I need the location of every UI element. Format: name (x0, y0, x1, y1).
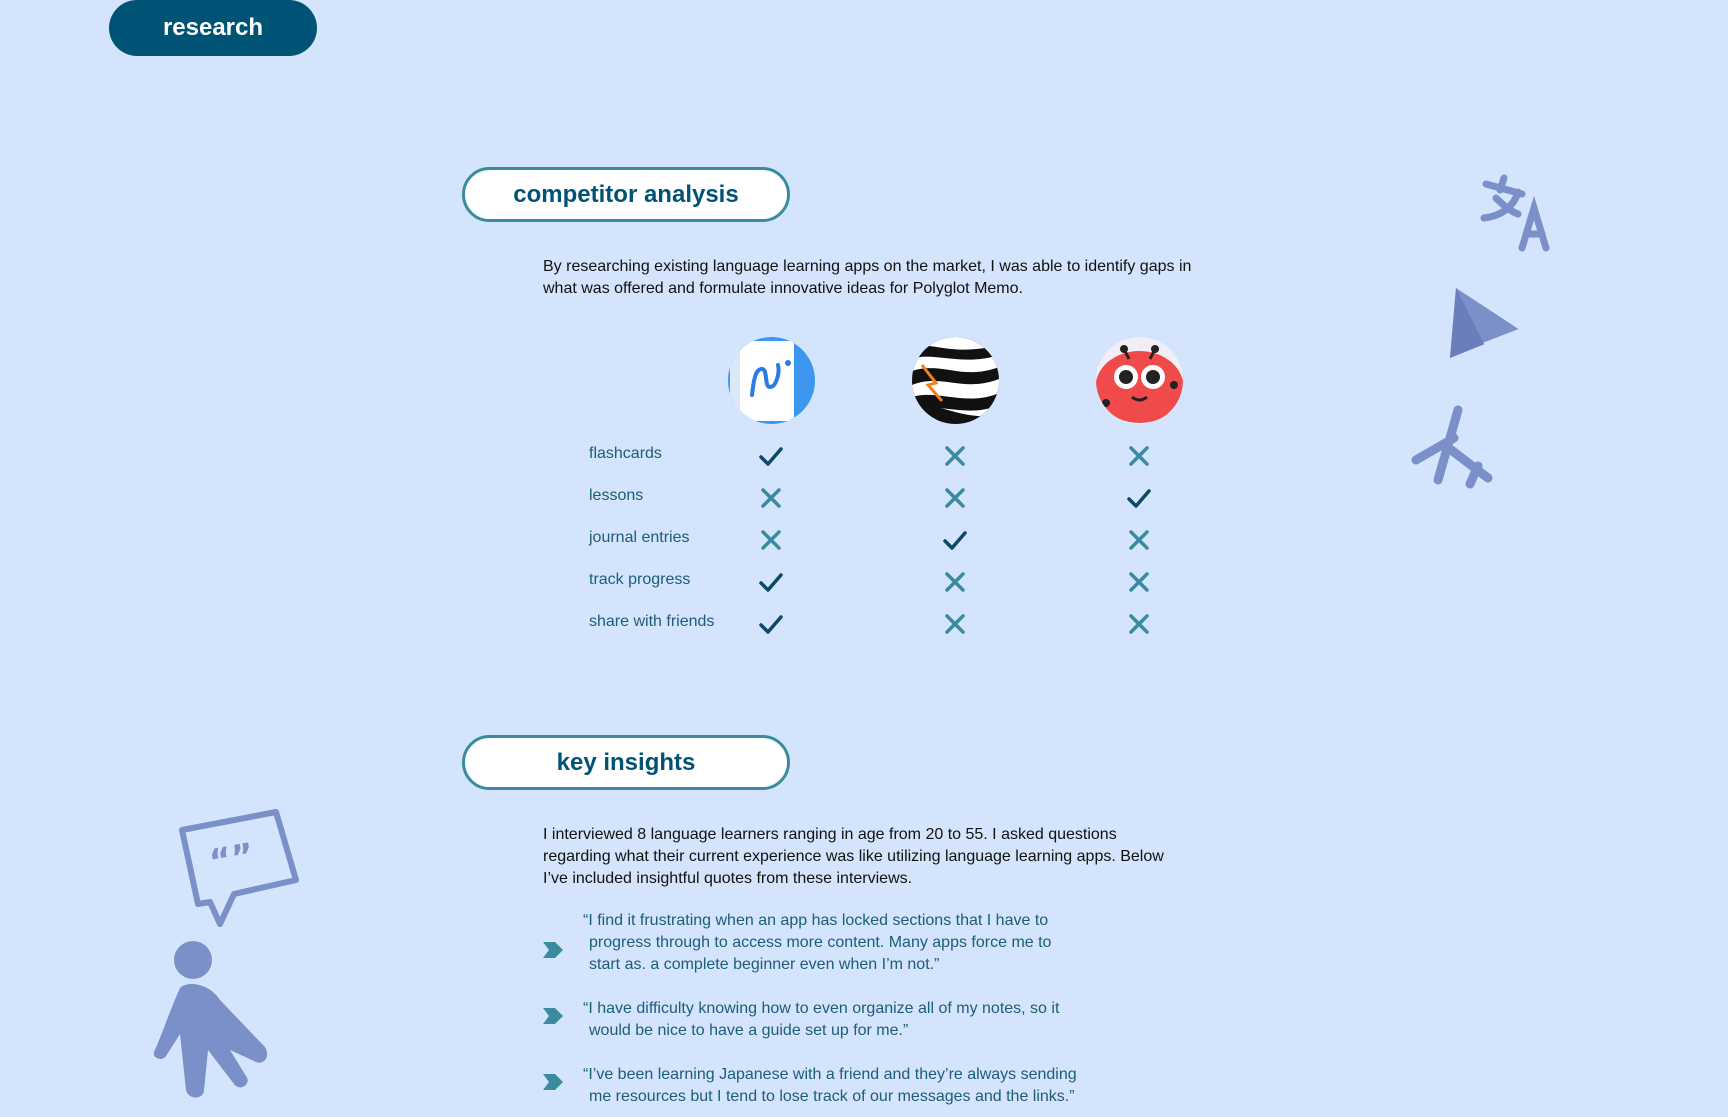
cross-icon (1126, 611, 1152, 637)
speech-bubble-quote: “” (206, 835, 258, 883)
cross-icon (758, 527, 784, 553)
key-insights-heading: key insights (462, 735, 790, 790)
check-icon (758, 443, 784, 469)
research-tab[interactable]: research (109, 0, 317, 56)
person-icon (150, 940, 280, 1100)
speech-bubble-icon (174, 806, 300, 932)
feature-label: share with friends (589, 613, 715, 630)
check-icon (1126, 485, 1152, 511)
language-glyph-icon (1408, 404, 1498, 490)
feature-label: journal entries (589, 529, 690, 546)
chevron-right-icon (543, 1008, 563, 1024)
competitor-analysis-intro: By researching existing language learning apps on the market, I was able to identify gaps in what was offered and formulate innovative ideas for Polyglot Memo. (543, 258, 1192, 297)
feature-label: track progress (589, 571, 691, 588)
check-icon (942, 527, 968, 553)
quote-text: “I find it frustrating when an app has locked sections that I have to progress through to access more content. Many apps force me to start as. a complete beginner even when I’m not.” (583, 912, 1052, 973)
quote-text: “I’ve been learning Japanese with a friend and they’re always sending me resources but I tend to lose track of our messages and the links.” (583, 1066, 1077, 1105)
check-icon (758, 611, 784, 637)
chevron-right-icon (543, 1074, 563, 1090)
notebook-app-icon (728, 337, 815, 424)
cross-icon (758, 485, 784, 511)
competitor-analysis-heading: competitor analysis (462, 167, 790, 222)
cross-icon (942, 611, 968, 637)
cross-icon (1126, 569, 1152, 595)
translate-icon (1478, 172, 1564, 258)
chevron-right-icon (543, 942, 563, 958)
cross-icon (942, 569, 968, 595)
quote-text: “I have difficulty knowing how to even organize all of my notes, so it would be nice to have a guide set up for me.” (583, 1000, 1060, 1039)
cross-icon (942, 485, 968, 511)
cross-icon (1126, 443, 1152, 469)
feature-label: flashcards (589, 445, 662, 462)
cross-icon (942, 443, 968, 469)
ladybug-app-icon (1096, 337, 1183, 424)
check-icon (758, 569, 784, 595)
key-insights-intro: I interviewed 8 language learners ranging in age from 20 to 55. I asked questions regarding what their current experience was like utilizing language learning apps. Below I’ve included insightful quotes from these interviews. (543, 826, 1164, 887)
feature-label: lessons (589, 487, 644, 504)
cross-icon (1126, 527, 1152, 553)
zebra-app-icon (912, 337, 999, 424)
paper-plane-icon (1444, 284, 1524, 360)
